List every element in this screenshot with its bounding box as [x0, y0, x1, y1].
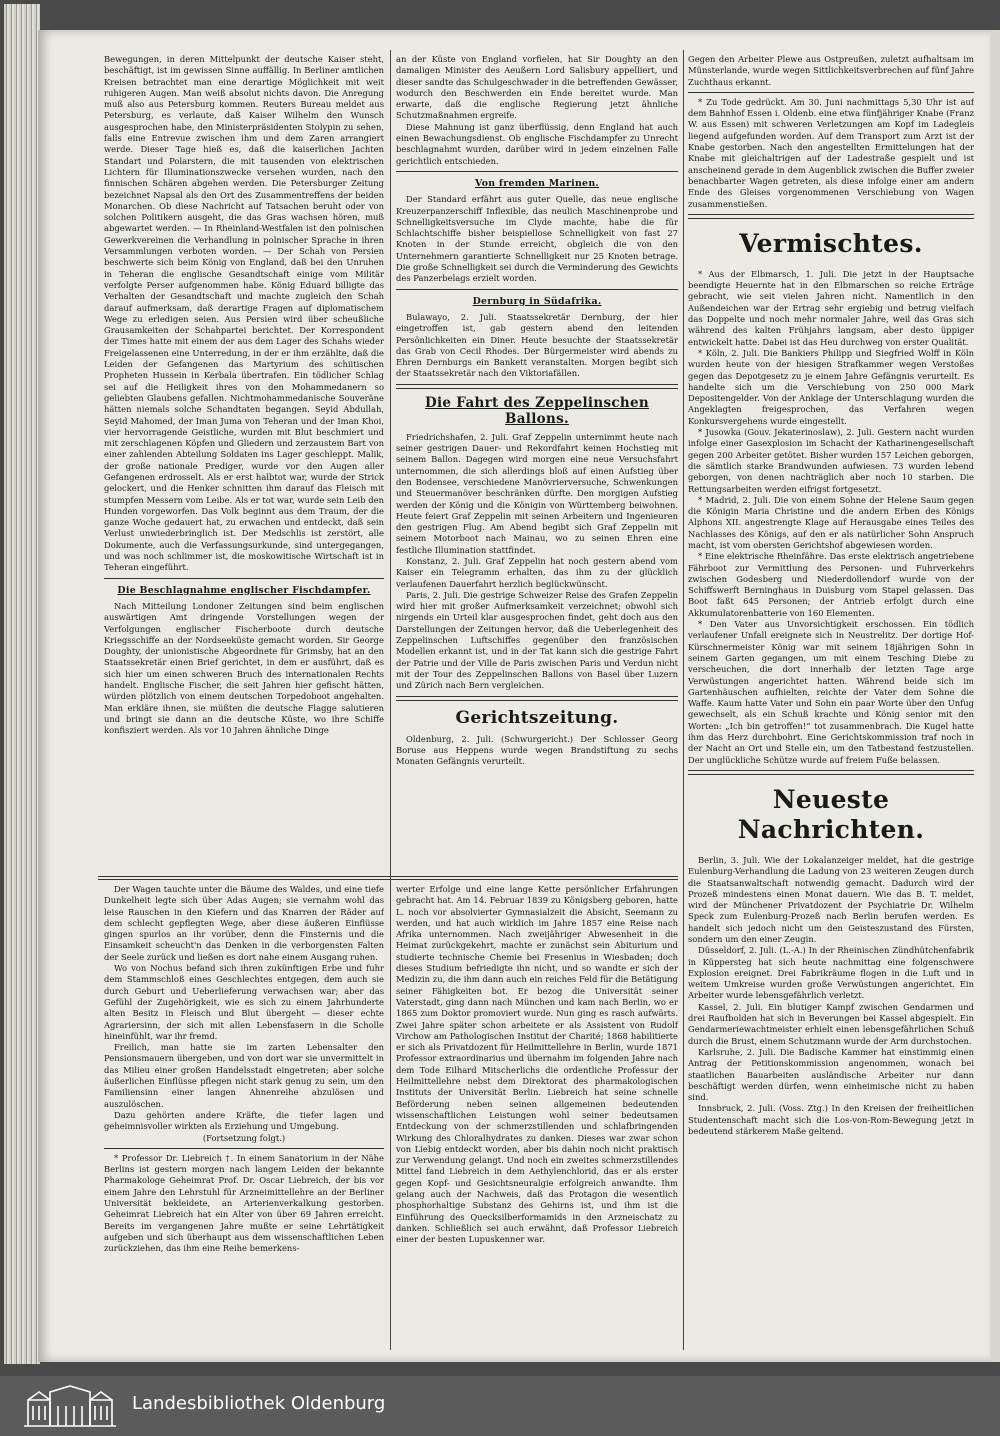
divider [104, 1148, 384, 1149]
novel-text-3: Freilich, man hatte sie im zarten Lebensalter den Pensionsmauern übergeben, und von dort war sie unvermittelt in das Milieu einer großen Handelsstadt eingetreten; aber solche äußerlichen Einflüsse pflegen nicht stark genug zu sein, um den Familiensinn einer langen Ahnenreihe abzulösen und auszulöschen. [104, 1042, 384, 1109]
column-2-top [396, 54, 678, 872]
column-rule [683, 50, 684, 1350]
feuilleton-rule [98, 876, 678, 877]
article-fischdampfer-cont: an der Küste von England vorfielen, hat Sir Doughty an den damaligen Minister des Aeußern Lord Salisbury appelliert, und dieser sandte das Schulgeschwader in die betreffenden Gewässer, wodurch den Beschwerden ein Ende bereitet wurde. Man erwarte, daß die englische Regierung jetzt ähnliche Schutzmaßnahmen ergreife. [396, 54, 678, 121]
headline-fischdampfer: Die Beschlagnahme englischer Fischdampfer. [117, 584, 371, 596]
headline-dernburg: Dernburg in Südafrika. [472, 295, 602, 307]
article-duesseldorf: Düsseldorf, 2. Juli. (L.-A.) In der Rheinischen Zündhütchenfabrik in Küppersteg hat sich heute nachmittag eine folgenschwere Explosion ereignet. Drei Fabrikräume flogen in die Luft und in weitem Umkreise wurden große Verwüstungen angerichtet. Ein Arbeiter wurde lebensgefährlich verletzt. [688, 945, 974, 1001]
article-elbmarsch: * Aus der Elbmarsch, 1. Juli. Die jetzt in der Hauptsache beendigte Heuernte hat in den Elbmarschen so reiche Erträge gebracht, wie seit vielen Jahren nicht. Namentlich in den Außendeichen war der Ertrag sehr ergiebig und betrug vielfach das Doppelte und noch mehr normaler Jahre, weil das Gras sich während des kalten Frühjahrs langsam, aber desto üppiger entwickelt hatte. Dabei ist das Heu durchweg von erster Qualität. [688, 268, 974, 347]
divider [688, 214, 974, 219]
article-karlsruhe: Karlsruhe, 2. Juli. Die Badische Kammer hat einstimmig einen Antrag der Petitionskommission angenommen, wonach bei staatlichen Bauarbeiten ausländische Arbeiter nur dann beschäftigt werden dürfen, wenn einheimische nicht zu haben sind. [688, 1046, 974, 1103]
article-innsbruck: Innsbruck, 2. Juli. (Voss. Ztg.) In den Kreisen der freiheitlichen Studentenschaft macht sich die Los-von-Rom-Bewegung jetzt in bedeutend stärkerem Maße geltend. [688, 1103, 974, 1137]
headline-neueste-nachrichten: Neueste Nachrichten. [737, 784, 925, 844]
divider [396, 289, 678, 290]
next-page-edge [990, 30, 1000, 1362]
column-1-bottom [104, 884, 384, 1354]
article-rheinfaehre: * Eine elektrische Rheinfähre. Das erste elektrisch angetriebene Fährboot zur Vermittlung des Personen- und Fuhrverkehrs zwischen Godesberg und Niederdollendorf wurde von der Schiffswerft Berninghaus in Duisburg vom Stapel gelassen. Das Boot faßt 645 Personen; der Antrieb erfolgt durch eine Akkumulatorenbatterie von 160 Elementen. [688, 551, 974, 618]
novel-text-4: Dazu gehörten andere Kräfte, die tiefer lagen und geheimnisvoller wirkten als Erziehung und Umgebung. [104, 1109, 384, 1132]
article-zeppelin-3: Paris, 2. Juli. Die gestrige Schweizer Reise des Grafen Zeppelin wird hier mit großer Aufmerksamkeit verzeichnet; obwohl sich nirgends ein Urteil klar ausgesprochen findet, geht doch aus den Darstellungen der Zeitungen hervor, daß die Ueberlegenheit des Zeppelinschen Luftschiffes gegenüber den französischen Modellen erkannt ist, und in der Tat kann sich die gestrige Fahrt der Patrie und der Ville de Paris zwischen Paris und Verdun nicht mit der Tour des Zeppelinschen Ballons von Basel über Luzern und Zürich nach Bern vergleichen. [396, 589, 678, 691]
article-plewe: Gegen den Arbeiter Plewe aus Ostpreußen, zuletzt aufhaltsam im Münsterlande, wurde wegen Sittlichkeitsverbrechen auf fünf Jahre Zuchthaus erkannt. [688, 54, 974, 87]
divider [396, 696, 678, 701]
article-fischdampfer: Nach Mitteilung Londoner Zeitungen sind beim englischen auswärtigen Amt dringende Vorstellungen wegen der Verfolgungen englischer Fischerboote durch deutsche Kriegsschiffe an der Nordseeküste gemacht worden. Sir George Doughty, der unionistische Abgeordnete für Grimsby, hat an den Staatssekretär einen Brief gerichtet, in dem er ausführt, daß es sich hier um einen schweren Bruch des internationalen Rechts handelt. Englische Fischer, die seit Jahren hier gefischt hätten, würden plötzlich von einem deutschen Torpedoboot angehalten. Man erkläre ihnen, sie müßten die deutsche Flagge salutieren und bringt sie dann an die deutsche Küste, wo ihre Schiffe konfisziert werden. Als vor 10 Jahren ähnliche Dinge [104, 600, 384, 736]
novel-text-1: Der Wagen tauchte unter die Bäume des Waldes, und eine tiefe Dunkelheit legte sich über Adas Augen; sie vernahm wohl das leise Rauschen in den Kiefern und das Knarren der Räder auf dem schlecht gepflegten Wege, aber diese äußeren Einflüsse gingen spurlos an ihr vorüber, denn die Finsternis und die Einsamkeit scheucht'n das Denken in die verborgensten Falten der Seele zurück und ließen es dort nahe einem Ausgang ruhen. [104, 884, 384, 962]
column-3 [688, 54, 974, 1354]
headline-zeppelin: Die Fahrt des Zeppelinschen Ballons. [424, 394, 650, 427]
library-building-logo [20, 1384, 120, 1428]
continuation-note: (Fortsetzung folgt.) [202, 1132, 286, 1143]
novel-text-2: Wo von Nochus befand sich ihren zukünftigen Erbe und fuhr dem Stammschloß eines Geschlechtes entgegen, dem auch sie durch Geburt und Ueberlieferung verwachsen war; aber das Gefühl der Zugehörigkeit, wie es sich zu einem Jahrhunderte alten Besitz in Fleisch und Blut übergeht — dieser echte Agrariersinn, der sich mit allen Lebensfasern in die Scholle hineinfühlt, war ihr fremd. [104, 963, 384, 1041]
article-liebreich-cont: werter Erfolge und eine lange Kette persönlicher Erfahrungen gebracht hat. Am 14. Februar 1839 zu Königsberg geboren, hatte L. noch vor absolvierter Gymnasialzeit die Absicht, Seemann zu werden, und hat auch wirklich im Jahre 1857 eine Reise nach Afrika unternommen. Nach zweijähriger Abwesenheit in die Heimat zurückgekehrt, machte er zunächst sein Abiturium und studierte technische Chemie bei Fresenius in Wiesbaden; doch dieses Studium befriedigte ihn nicht, und so wandte er sich der Medizin zu, die ihm dann auch ein reiches Feld für die Betätigung seiner Fähigkeiten bot. Er bezog die Universität seiner Vaterstadt, ging dann nach München und kam nach Berlin, wo er 1865 zum Doktor promoviert wurde. Nun ging es rasch aufwärts. Zwei Jahre später schon arbeitete er als Assistent von Rudolf Virchow am Pathologischen Institut der Charité; 1868 habilitierte er sich als Privatdozent für Heilmittellehre in Berlin, wurde 1871 Professor extraordinarius und übernahm im folgenden Jahre nach dem Tode Eilhard Mitscherlichs die ordentliche Professur der Heilmittellehre nebst dem Direktorat des pharmakologischen Instituts der Universität Berlin. Liebreich hat seine schnelle Beförderung neben seinen allgemeinen bedeutenden wissenschaftlichen Leistungen wohl seiner bedeutsamen Entdeckung von der schmerzstillenden und schlafbringenden Wirkung des Chloralhydrates zu danken. Dieses war zwar schon von Liebig entdeckt worden, aber bis dahin noch nicht praktisch zur Verwendung gelangt. Und noch ein zweites schmerzstillendes Mittel fand Liebreich in dem Aethylenchlorid, das er als erster gegen Kopf- und Gesichtsneuralgie erfolgreich anwandte. Ihm gelang auch der Nachweis, daß das Protagon die wesentlich phosphorhaltige Substanz des Gehirns ist, und ihm ist die Einführung des Quecksilberformamids in den Arzneischatz zu danken. Schließlich sei auch erwähnt, daß Professor Liebreich einer der besten Lupuskenner war. [396, 884, 678, 1245]
page-stack-edge [4, 4, 40, 1364]
article-koeln: * Köln, 2. Juli. Die Bankiers Philipp und Siegfried Wolff in Köln wurden heute von der hiesigen Strafkammer wegen Verstoßes gegen das Depotgesetz zu je einem Jahre Gefängnis verurteilt. Es handelte sich um die Verschiebung von 250 000 Mark Depositengelder. Von der Anklage der Unterschlagung wurden die Angeklagten freigesprochen, das Verfahren wegen Konkursvergehens wurde eingestellt. [688, 347, 974, 426]
headline-gerichtszeitung: Gerichtszeitung. [455, 707, 619, 728]
headline-vermischtes: Vermischtes. [739, 228, 923, 258]
newspaper-page [38, 30, 990, 1362]
article-dernburg: Bulawayo, 2. Juli. Staatssekretär Dernburg, der hier eingetroffen ist, gab gestern abend den leitenden Persönlichkeiten ein Diner. Heute besuchte der Staatssekretär das Grab von Cecil Rhodes. Der Bürgermeister wird abends zu Ehren Dernburgs ein Bankett veranstalten. Morgen begibt sich der Staatssekretär nach den Viktoriafällen. [396, 311, 678, 379]
divider [688, 770, 974, 775]
article-liebreich: * Professor Dr. Liebreich †. In einem Sanatorium in der Nähe Berlins ist gestern morgen nach langem Leiden der bekannte Pharmakologe Geheimrat Prof. Dr. Oscar Liebreich, der bis vor einem Jahre den Lehrstuhl für Arzneimittellehre an der Berliner Universität bekleidete, an Arterienverkalkung gestorben. Geheimrat Liebreich hat ein Alter von über 69 Jahren erreicht. Bereits im vergangenen Jahre mußte er seine Lehrtätigkeit aufgeben und sich überhaupt aus dem wissenschaftlichen Leben zurückziehen, das ihm eine Reihe bemerkens- [104, 1152, 384, 1254]
article-kassel: Kassel, 2. Juli. Ein blutiger Kampf zwischen Gendarmen und drei Raufbolden hat sich in Beverungen bei Kassel abgespielt. Ein Gendarmeriewachtmeister erhielt einen lebensgefährlichen Schuß durch die Brust, einem Schutzmann wurde der Arm durchstochen. [688, 1001, 974, 1046]
article-marinen: Der Standard erfährt aus guter Quelle, das neue englische Kreuzerpanzerschiff Inflexible, das neulich Maschinenprobe und Schnelligkeitsversuche im Clyde machte, habe die für Schlachtschiffe bisher beispiellose Schnelligkeit von fast 27 Knoten in der Stunde erreicht, obgleich die von den Unternehmern garantierte Schnelligkeit nur 25 Knoten betrage. Die große Schnelligkeit sei durch die Verminderung des Gewichts des Panzerbelags erzielt worden. [396, 194, 678, 284]
divider [104, 578, 384, 579]
footer-bar [0, 1376, 1000, 1436]
headline-marinen: Von fremden Marinen. [474, 177, 599, 189]
column-1-top [104, 54, 384, 872]
divider [396, 171, 678, 172]
article-gericht-oldenburg: Oldenburg, 2. Juli. (Schwurgericht.) Der Schlosser Georg Boruse aus Heppens wurde wegen Brandstiftung zu sechs Monaten Gefängnis verurteilt. [396, 733, 678, 767]
divider [688, 92, 974, 93]
article-vater: * Den Vater aus Unvorsichtigkeit erschossen. Ein tödlich verlaufener Unfall ereignete sich in Neustrelitz. Der dortige Hof-Kürschnermeister König war mit seinem 18jährigen Sohn in seinem Garten gegangen, um mit einem Tesching Diebe zu verscheuchen, die dort innerhalb der letzten Tage arge Verwüstungen angerichtet hatten. Während beide sich im Gartenhäuschen aufhielten, reichte der Vater dem Sohne die Waffe. Kaum hatte Vater und Sohn ein paar Worte über den Unfug gewechselt, als ein Schuß krachte und König senior mit den Worten: „Ich bin getroffen!“ tot zusammenbrach. Die Kugel hatte ihm das Herz durchbohrt. Eine Gerichtskommission traf noch in der Nacht an Ort und Stelle ein, um den Tatbestand festzustellen. Der unglückliche Schütze wurde auf freiem Fuße belassen. [688, 619, 974, 765]
library-name: Landesbibliothek Oldenburg [132, 1393, 386, 1414]
article-berlin: Berlin, 3. Juli. Wie der Lokalanzeiger meldet, hat die gestrige Eulenburg-Verhandlung die Ladung von 23 weiteren Zeugen durch die Staatsanwaltschaft notwendig gemacht. Dadurch wird der Prozeß mindestens einen Monat dauern. Wie das B. T. meldet, wird der Münchener Privatdozent der Psychiatrie Dr. Wilhelm Speck zum Eulenburg-Prozeß nach Berlin berufen werden. Es handelt sich jedoch nicht um den Geisteszustand des Fürsten, sondern um den einer Zeugin. [688, 854, 974, 944]
article-madrid: * Madrid, 2. Juli. Die von einem Sohne der Helene Saum gegen die Königin Maria Christine und die andern Erben des Königs Alphons XII. angestrengte Klage auf Herausgabe eines Teiles des Nachlasses des Königs, auf den er als natürlicher Sohn Anspruch macht, ist vom obersten Gerichtshof abgewiesen worden. [688, 494, 974, 550]
column-2-bottom [396, 884, 678, 1354]
article-mahnung: Diese Mahnung ist ganz überflüssig, denn England hat auch einen Bewachungsdienst. Ob englische Fischdampfer zu Unrecht beschlagnahmt wurden, darüber wird in jedem einzelnen Falle gerichtlich entschieden. [396, 121, 678, 166]
feuilleton-rule [98, 879, 678, 880]
article-zu-tode: * Zu Tode gedrückt. Am 30. Juni nachmittags 5,30 Uhr ist auf dem Bahnhof Essen i. Oldenb. eine etwa fünfjähriger Knabe (Franz W. aus Essen) mit schweren Verletzungen am Kopf im Ladegleis liegend aufgefunden worden. Auf dem Transport zum Arzt ist der Knabe gestorben. Nach den angestellten Ermittelungen hat der Knabe mit gleichaltrigen auf der Ladestraße gespielt und ist anscheinend gerade in dem Augenblick zwischen die Buffer zweier benachbarter Wagen getreten, als diese infolge einer am andern Ende des Gleises vorgenommenen Verschiebung von Wagen zusammenstießen. [688, 96, 974, 209]
divider [396, 384, 678, 389]
article-zeppelin-2: Konstanz, 2. Juli. Graf Zeppelin hat noch gestern abend vom Kaiser ein Telegramm erhalten, das ihm zu der glücklich verlaufenen Dauerfahrt herzlich beglückwünscht. [396, 555, 678, 589]
column-rule [390, 50, 391, 1350]
article-jusowka: * Jusowka (Gouv. Jekaterinoslaw), 2. Juli. Gestern nacht wurden infolge einer Gasexplosion im Schacht der Katharinengesellschaft gegen 200 Arbeiter getötet. Bisher wurden 157 Leichen geborgen, die sämtlich starke Brandwunden aufwiesen. 73 wurden lebend geborgen, von denen nachträglich aber noch 10 starben. Die Rettungsarbeiten werden eifrigst fortgesetzt. [688, 427, 974, 494]
article-zeppelin-1: Friedrichshafen, 2. Juli. Graf Zeppelin unternimmt heute nach seiner gestrigen Dauer- und Rekordfahrt keinen Hochstieg mit seinem Ballon. Dagegen wird morgen eine neue Versuchsfahrt unternommen, die sich allerdings bloß auf einen Aufstieg über den Bodensee, verschiedene Manövrierversuche, Schwenkungen und Steuermanöver beschränken dürfte. Den morgigen Aufstieg werden der König und die Königin von Württemberg beiwohnen. Heute feiert Graf Zeppelin mit seinen Arbeitern und Ingenieuren den gestrigen Flug. Am Abend begibt sich Graf Zeppelin mit seinem Motorboot nach Mainau, wo zu seinen Ehren eine festliche Illumination stattfindet. [396, 431, 678, 555]
article-politics: Bewegungen, in deren Mittelpunkt der deutsche Kaiser steht, beschäftigt, ist im gewissen Sinne auffällig. In Berliner amtlichen Kreisen betrachtet man eine derartige Möglichkeit mit weit ruhigeren Augen. Man weiß absolut nichts davon. Die Anregung muß also aus Petersburg kommen. Reuters Bureau meldet aus Petersburg, es verlaute, daß Kaiser Wilhelm den Wunsch ausgesprochen habe, den Ministerpräsidenten Stolypin zu sehen, falls eine Entrevue zwischen ihm und dem Zaren arrangiert werde. Dieser Tage hieß es, daß die kaiserlichen Jachten Standart und Polarstern, die mit tausenden von elektrischen Lichtern für Illuminationszwecke versehen wurden, nach den finnischen Schären abgehen werden. Die Petersburger Zeitung bezeichnet Napsal als den Ort des Zusammentreffens der beiden Monarchen. Ob diese Nachricht auf Tatsachen beruht oder von solchen Politikern ausgeht, die das Gras wachsen hören, muß abgewartet werden. — In Rheinland-Westfalen ist den polnischen Gewerkvereinen die Verhandlung in polnischer Sprache in ihren Versammlungen verboten worden. — Der Schah von Persien beschwerte sich beim König von England, daß bei den Unruhen in Teheran die englische Gesandtschaft einige vom Militär verfolgte Perser aufgenommen habe. König Eduard billigte das Verhalten der Gesandtschaft und machte zugleich den Schah darauf aufmerksam, daß derartige Fragen auf diplomatischem Wege zu erledigen seien. Aus Persien wird über scheußliche Grausamkeiten der Schahpartei berichtet. Der Korrespondent der Times hatte mit einem der aus dem Lager des Schahs wieder Freigelassenen eine Unterredung, in der er ihm erzählte, daß die Leiden der Gefangenen das Martyrium des schiitischen Propheten Hussein in Kerbala übertrafen. Ein tödlicher Schlag sei auf die Heiligkeit ihres von den Mohammedanern so geliebten Glaubens gefallen. Nichtmohammedanische Souveräne hätten niemals solche Schandtaten begangen. Seyid Abdullah, Seyid Mahomed, der Iman Juma von Teheran und der Iman Khoi, vier hervorragende Geistliche, wurden mit Blut beschmiert und mit zerschlagenen Köpfen und Gliedern und zerzaustem Bart von einer zahlenden Abteilung Soldaten ins Lager geschleppt. Malik, der große nationale Prediger, wurde vor den Augen aller Gefangenen erdrosselt. Als er erst halbtot war, wurde der Strick gelockert, und die Henker schnitten ihm darauf das Fleisch mit stumpfen Messern vom Leibe. Als er tot war, wurde sein Leib den Hunden vorgeworfen. Das Volk beginnt aus dem Traum, der die ganze Woche gedauert hat, zu erwachen und entdeckt, daß sein Verlust unwiederbringlich ist. Der Medschlis ist zerstört, alle Dokumente, auch die Verfassungsurkunde, sind untergegangen, und was noch schlimmer ist, die moskowitische Wirtschaft ist in Teheran eingeführt. [104, 54, 384, 573]
